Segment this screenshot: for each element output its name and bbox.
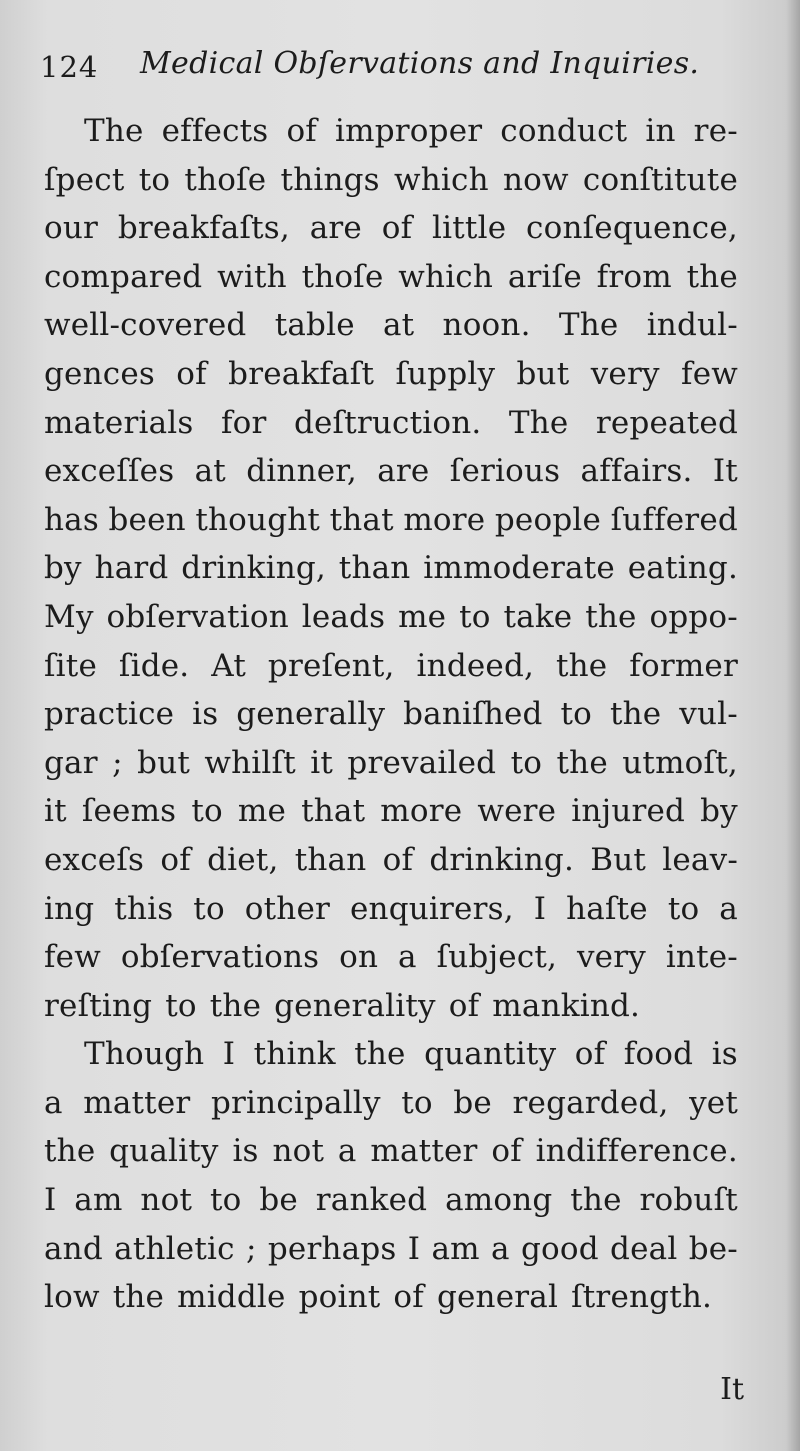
word: thought: [195, 501, 321, 538]
word: My: [44, 598, 94, 635]
word: breakfaſt: [228, 355, 375, 392]
word: deal: [610, 1230, 678, 1267]
word: of: [448, 987, 480, 1024]
word: indifference.: [535, 1133, 738, 1170]
word: of: [286, 113, 317, 149]
word: drinking,: [181, 550, 326, 587]
word: but: [516, 355, 570, 392]
text-line: [44, 350, 738, 399]
word: from: [596, 258, 672, 295]
word: among: [445, 1182, 553, 1219]
word: be: [453, 1084, 492, 1121]
word: at: [194, 453, 226, 490]
word: ranked: [315, 1182, 428, 1219]
word: oppo-: [649, 598, 738, 635]
word: the: [556, 744, 608, 781]
text-line: [44, 836, 738, 885]
text-line: [44, 496, 738, 545]
word: haſte: [566, 890, 648, 927]
text-line: [44, 593, 738, 642]
word: of: [491, 1133, 522, 1170]
text-line: [44, 982, 738, 1031]
word: to: [209, 1182, 242, 1219]
word: ;: [112, 744, 123, 781]
word: of: [574, 1036, 606, 1073]
word: take: [503, 598, 573, 635]
word: preſent,: [267, 647, 395, 684]
word: breakfaſts,: [117, 210, 290, 247]
word: indul-: [646, 307, 738, 344]
word: materials: [44, 404, 194, 441]
word: inte-: [665, 939, 738, 976]
paragraph: [44, 1030, 738, 1322]
word: by: [44, 550, 82, 587]
word: The: [558, 307, 619, 344]
word: quality: [109, 1133, 219, 1170]
word: very: [576, 939, 646, 976]
word: ing: [44, 890, 95, 927]
word: of: [160, 841, 191, 878]
word: be-: [688, 1230, 738, 1267]
word: ſubject,: [436, 939, 558, 976]
word: conſequence,: [526, 210, 738, 247]
text-line: [44, 690, 738, 739]
text-line: [44, 1079, 738, 1128]
word: other: [244, 890, 331, 927]
word: not: [272, 1133, 325, 1170]
word: exceſs: [44, 841, 145, 878]
word: in: [645, 113, 676, 149]
word: but: [137, 744, 191, 781]
word: prevailed: [347, 744, 497, 781]
word: I: [533, 890, 547, 927]
word: am: [74, 1182, 123, 1219]
word: enquirers,: [349, 890, 514, 927]
body-text: [44, 107, 738, 1322]
word: baniſhed: [403, 696, 543, 733]
word: me: [237, 793, 287, 830]
word: thoſe: [184, 161, 267, 198]
word: robuſt: [639, 1182, 738, 1219]
word: people: [494, 501, 602, 538]
word: It: [712, 453, 738, 490]
word: obſervations: [120, 939, 320, 976]
catchword: It: [720, 1372, 744, 1407]
word: former: [629, 647, 738, 684]
word: are: [309, 210, 362, 247]
word: on: [339, 939, 379, 976]
word: be: [259, 1182, 298, 1219]
text-line: [44, 107, 738, 156]
word: leads: [301, 598, 386, 635]
word: ſpect: [44, 161, 125, 198]
word: re-: [693, 113, 738, 149]
word: the: [609, 696, 662, 733]
word: gar: [44, 744, 98, 781]
word: of: [382, 841, 414, 878]
text-line: [44, 885, 738, 934]
word: to: [459, 598, 491, 635]
word: reſting: [44, 987, 153, 1024]
word: at: [382, 307, 415, 344]
word: principally: [210, 1084, 381, 1121]
word: little: [432, 210, 507, 247]
word: middle: [177, 1279, 286, 1316]
word: now: [502, 161, 569, 198]
text-line: [44, 447, 738, 496]
word: not: [140, 1182, 193, 1219]
word: has: [44, 501, 99, 538]
text-line: [44, 253, 738, 302]
word: noon.: [442, 307, 531, 344]
word: were: [477, 793, 557, 830]
text-line: [44, 301, 738, 350]
word: a: [398, 939, 417, 976]
text-line: [44, 1273, 738, 1322]
word: to: [193, 890, 225, 927]
word: general: [436, 1279, 559, 1316]
word: of: [176, 355, 207, 392]
text-line: [44, 1127, 738, 1176]
word: generality: [274, 987, 436, 1024]
word: think: [253, 1036, 336, 1073]
paragraph: [44, 107, 738, 1030]
word: to: [401, 1084, 433, 1121]
word: drinking.: [429, 841, 575, 878]
word: good: [520, 1230, 599, 1267]
word: I: [222, 1036, 236, 1073]
word: more: [403, 501, 486, 538]
word: and: [44, 1230, 103, 1267]
text-line: [44, 787, 738, 836]
text-line: [44, 204, 738, 253]
word: that: [301, 793, 366, 830]
word: improper: [335, 113, 483, 149]
word: the: [354, 1036, 406, 1073]
text-line: [44, 1225, 738, 1274]
word: the: [44, 1133, 96, 1170]
text-line: [44, 1030, 738, 1079]
word: low: [44, 1279, 100, 1316]
word: well-covered: [44, 307, 247, 344]
word: this: [114, 890, 174, 927]
word: affairs.: [580, 453, 693, 490]
word: with: [217, 258, 287, 295]
word: mankind.: [492, 987, 641, 1024]
word: conduct: [500, 113, 628, 149]
text-line: [44, 544, 738, 593]
word: perhaps: [267, 1230, 397, 1267]
word: diet,: [207, 841, 279, 878]
word: is: [192, 696, 219, 733]
word: athletic: [114, 1230, 235, 1267]
word: ſuffered: [610, 501, 738, 538]
word: point: [298, 1279, 381, 1316]
word: ſerious: [449, 453, 561, 490]
word: more: [380, 793, 463, 830]
word: matter: [370, 1133, 478, 1170]
word: for: [220, 404, 267, 441]
word: few: [44, 939, 101, 976]
word: is: [711, 1036, 738, 1073]
text-line: [44, 156, 738, 205]
word: the: [555, 647, 608, 684]
word: are: [377, 453, 430, 490]
word: But: [590, 841, 647, 878]
word: a: [44, 1084, 63, 1121]
word: very: [590, 355, 660, 392]
word: table: [274, 307, 355, 344]
word: the: [585, 598, 637, 635]
word: been: [108, 501, 186, 538]
word: eating.: [627, 550, 738, 587]
word: leav-: [662, 841, 738, 878]
word: ſite: [44, 647, 97, 684]
word: a: [491, 1230, 510, 1267]
word: practice: [44, 696, 175, 733]
word: of: [381, 210, 413, 247]
word: thoſe: [301, 258, 384, 295]
word: generally: [236, 696, 386, 733]
word: the: [209, 987, 262, 1024]
word: me: [398, 598, 447, 635]
word: it: [310, 744, 334, 781]
text-line: [44, 399, 738, 448]
word: to: [510, 744, 543, 781]
word: is: [232, 1133, 259, 1170]
word: injured: [571, 793, 686, 830]
word: repeated: [595, 404, 738, 441]
word: ;: [245, 1230, 257, 1267]
word: Though: [84, 1036, 205, 1073]
word: the: [112, 1279, 165, 1316]
word: ſide.: [118, 647, 190, 684]
word: gences: [44, 355, 155, 392]
word: to: [560, 696, 593, 733]
text-line: [44, 739, 738, 788]
word: ſeems: [81, 793, 177, 830]
word: effects: [161, 113, 269, 149]
word: which: [398, 258, 494, 295]
word: The: [508, 404, 569, 441]
word: few: [681, 355, 738, 392]
word: our: [44, 210, 99, 247]
page-edge-shadow: [786, 0, 800, 1451]
text-line: [44, 642, 738, 691]
word: to: [667, 890, 700, 927]
word: conſtitute: [582, 161, 738, 198]
word: ſupply: [395, 355, 496, 392]
word: yet: [689, 1084, 738, 1121]
word: things: [280, 161, 380, 198]
word: whilſt: [204, 744, 296, 781]
word: obſervation: [106, 598, 289, 635]
word: of: [393, 1279, 424, 1316]
word: am: [431, 1230, 480, 1267]
word: dinner,: [246, 453, 357, 490]
word: indeed,: [416, 647, 535, 684]
page-header: [40, 44, 740, 94]
word: At: [211, 647, 246, 684]
text-line: [44, 1176, 738, 1225]
word: vul-: [679, 696, 738, 733]
word: compared: [44, 258, 203, 295]
word: the: [570, 1182, 622, 1219]
word: to: [191, 793, 223, 830]
word: quantity: [424, 1036, 557, 1073]
word: I: [407, 1230, 421, 1267]
word: I: [44, 1182, 57, 1219]
word: matter: [83, 1084, 191, 1121]
word: to: [165, 987, 197, 1024]
word: than: [338, 550, 411, 587]
word: ariſe: [507, 258, 582, 295]
page-number: 124: [40, 50, 99, 84]
word: a: [337, 1133, 357, 1170]
word: to: [138, 161, 171, 198]
word: The: [84, 113, 144, 149]
word: which: [394, 161, 489, 198]
word: the: [686, 258, 738, 295]
word: than: [294, 841, 367, 878]
word: deſtruction.: [293, 404, 482, 441]
running-title: Medical Obſervations and Inquiries.: [140, 46, 700, 81]
word: by: [700, 793, 738, 830]
word: ſtrength.: [571, 1279, 713, 1316]
word: utmoſt,: [622, 744, 738, 781]
word: food: [623, 1036, 694, 1073]
word: regarded,: [512, 1084, 669, 1121]
word: it: [44, 793, 67, 830]
word: that: [329, 501, 394, 538]
word: a: [719, 890, 738, 927]
word: immoderate: [423, 550, 615, 587]
text-line: [44, 933, 738, 982]
word: hard: [94, 550, 169, 587]
word: exceſſes: [44, 453, 175, 490]
